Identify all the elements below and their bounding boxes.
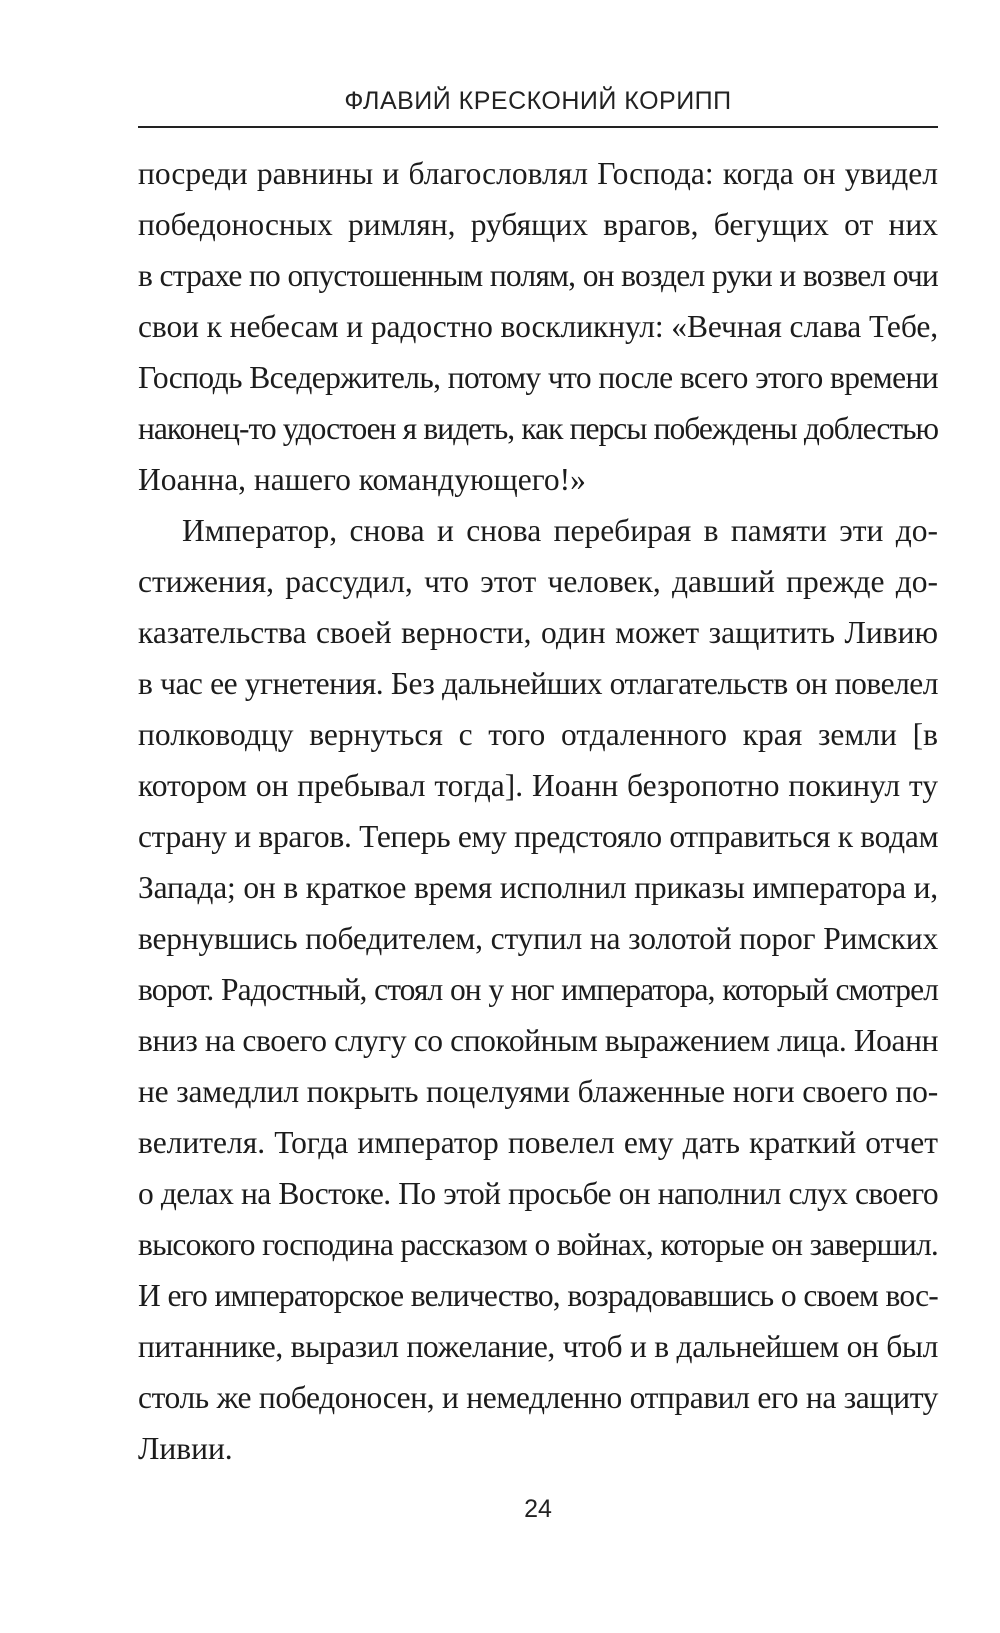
text-line: питаннике, выразил пожелание, чтоб и в дальнейшем он был xyxy=(138,1329,938,1364)
text-line: посреди равнины и благословлял Господа: когда он увидел xyxy=(138,156,938,191)
text-line: казательства своей верности, один может защитить Ливию xyxy=(138,615,938,650)
text-line: столь же победоносен, и немедленно отправил его на защиту xyxy=(138,1380,938,1415)
text-line: Запада; он в краткое время исполнил приказы императора и, xyxy=(138,870,938,905)
text-line: стижения, рассудил, что этот человек, давший прежде до- xyxy=(138,564,938,599)
body-text xyxy=(138,148,938,1474)
paragraph-1 xyxy=(138,148,938,505)
running-title: ФЛАВИЙ КРЕСКОНИЙ КОРИПП xyxy=(344,87,732,115)
text-line: Император, снова и снова перебирая в памяти эти до- xyxy=(182,513,938,548)
text-line: о делах на Востоке. По этой просьбе он наполнил слух своего xyxy=(138,1176,938,1211)
text-line: ворот. Радостный, стоял он у ног императора, который смотрел xyxy=(138,972,938,1007)
text-line: велителя. Тогда император повелел ему дать краткий отчет xyxy=(138,1125,938,1160)
text-line: полководцу вернуться с того отдаленного края земли [в xyxy=(138,717,938,752)
page-number: 24 xyxy=(524,1495,552,1523)
text-line: Иоанна, нашего командующего!» xyxy=(138,462,586,497)
text-line: вниз на своего слугу со спокойным выражением лица. Иоанн xyxy=(138,1023,939,1058)
text-line: победоносных римлян, рубящих врагов, бегущих от них xyxy=(138,207,938,242)
text-line: Господь Вседержитель, потому что после всего этого времени xyxy=(138,360,938,395)
text-line: Ливии. xyxy=(138,1431,233,1466)
text-line: свои к небесам и радостно воскликнул: «Вечная слава Тебе, xyxy=(138,309,938,344)
paragraph-2 xyxy=(138,505,938,1474)
text-line: И его императорское величество, возрадовавшись о своем вос- xyxy=(138,1278,938,1313)
text-line: наконец-то удостоен я видеть, как персы побеждены доблестью xyxy=(138,411,938,446)
text-line: котором он пребывал тогда]. Иоанн безропотно покинул ту xyxy=(138,768,938,803)
text-line: в страхе по опустошенным полям, он воздел руки и возвел очи xyxy=(138,258,938,293)
header-rule xyxy=(138,126,938,128)
text-line: не замедлил покрыть поцелуями блаженные ноги своего по- xyxy=(138,1074,938,1109)
text-line: страну и врагов. Теперь ему предстояло отправиться к водам xyxy=(138,819,939,854)
text-line: высокого господина рассказом о войнах, которые он завершил. xyxy=(138,1227,938,1262)
text-line: в час ее угнетения. Без дальнейших отлагательств он повелел xyxy=(138,666,938,701)
text-line: вернувшись победителем, ступил на золотой порог Римских xyxy=(138,921,938,956)
